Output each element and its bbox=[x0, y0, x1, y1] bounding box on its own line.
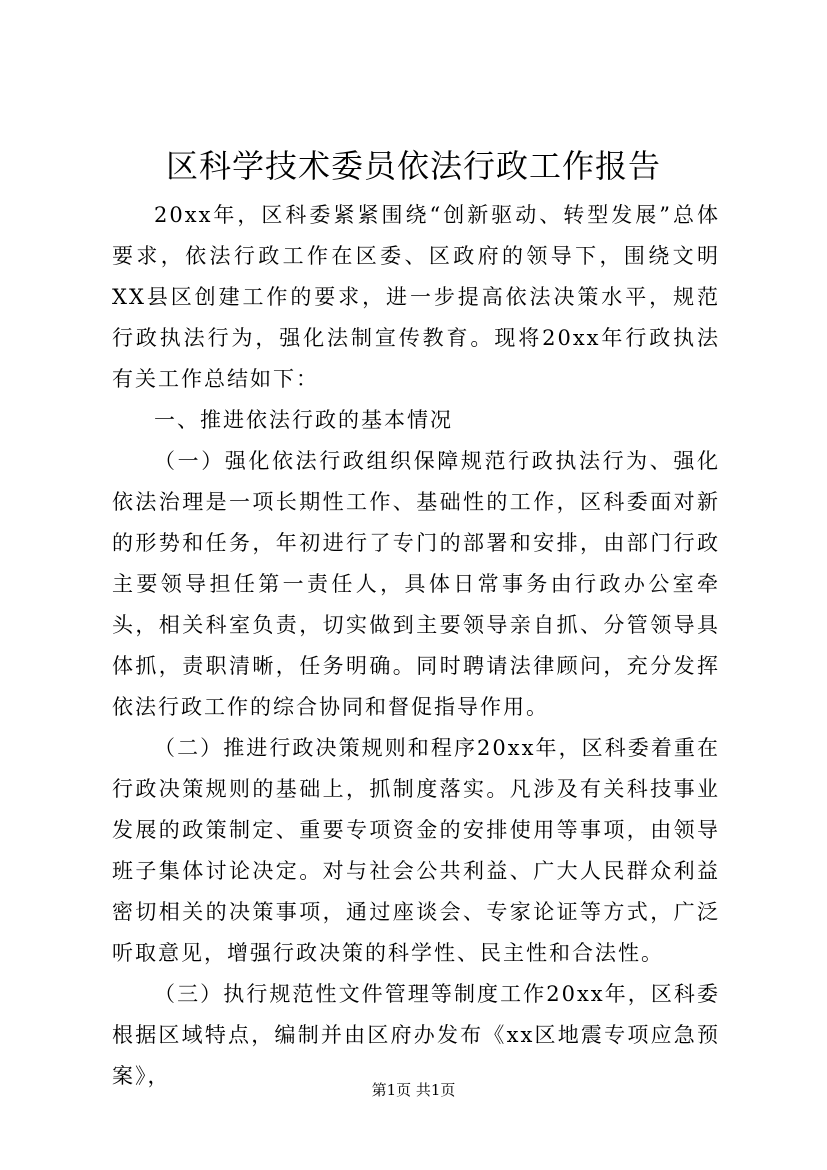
paragraph-section-1-1: （一）强化依法行政组织保障规范行政执法行为、强化依法治理是一项长期性工作、基础性的工作，区科委面对新的形势和任务，年初进行了专门的部署和安排，由部门行政主要领导担任第一责任人，具体日常事务由行政办公室牵头，相关科室负责，切实做到主要领导亲自抓、分管领导具体抓，责职清晰，任务明确。同时聘请法律顾问，充分发挥依法行政工作的综合协同和督促指导作用。 bbox=[112, 449, 720, 719]
document-body bbox=[112, 195, 720, 1097]
document-title: 区科学技术委员依法行政工作报告 bbox=[165, 147, 661, 185]
paragraph-section-1-3: （三）执行规范性文件管理等制度工作20xx年，区科委根据区域特点，编制并由区府办发布《xx区地震专项应急预案》， bbox=[112, 982, 720, 1088]
paragraph-section-1-2: （二）推进行政决策规则和程序20xx年，区科委着重在行政决策规则的基础上，抓制度落实。凡涉及有关科技事业发展的政策制定、重要专项资金的安排使用等事项，由领导班子集体讨论决定。对与社会公共利益、广大人民群众利益密切相关的决策事项，通过座谈会、专家论证等方式，广泛听取意见，增强行政决策的科学性、民主性和合法性。 bbox=[112, 736, 720, 965]
page-footer: 第1页 共1页 bbox=[371, 1081, 456, 1099]
paragraph-intro: 20xx年，区科委紧紧围绕“创新驱动、转型发展”总体要求，依法行政工作在区委、区政府的领导下，围绕文明XX县区创建工作的要求，进一步提高依法决策水平，规范行政执法行为，强化法制宣传教育。现将20xx年行政执法有关工作总结如下： bbox=[112, 203, 720, 391]
section-heading-1: 一、推进依法行政的基本情况 bbox=[154, 408, 453, 432]
